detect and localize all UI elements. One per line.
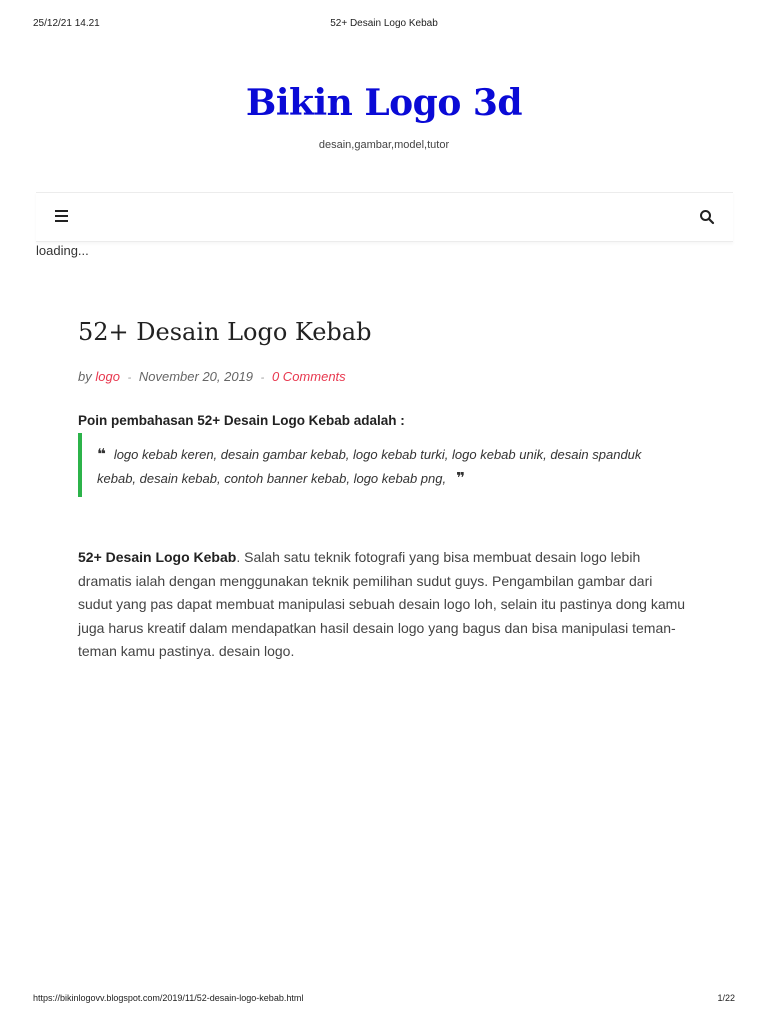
print-page-number: 1/22 bbox=[717, 993, 735, 1003]
blockquote-text bbox=[97, 443, 682, 491]
navbar bbox=[36, 192, 733, 242]
print-url: https://bikinlogovv.blogspot.com/2019/11/52-desain-logo-kebab.html bbox=[33, 993, 304, 1003]
summary-label: Poin pembahasan 52+ Desain Logo Kebab adalah : bbox=[78, 413, 405, 428]
post-title: 52+ Desain Logo Kebab bbox=[78, 318, 372, 346]
meta-separator: - bbox=[260, 372, 265, 384]
post-body bbox=[78, 546, 688, 664]
open-quote-icon: ❝ bbox=[97, 446, 106, 463]
loading-text: loading... bbox=[36, 243, 89, 258]
close-quote-icon: ❞ bbox=[456, 470, 465, 487]
author-link[interactable]: logo bbox=[95, 369, 120, 384]
site-title[interactable]: Bikin Logo 3d bbox=[245, 82, 523, 124]
post-body-text: . Salah satu teknik fotografi yang bisa membuat desain logo lebih dramatis ialah dengan menggunakan teknik pemilihan sudut guys. Pengambilan gambar dari sudut yang pas dapat membuat manipulasi sebuah desain logo loh, selain itu pastinya dong kamu juga harus kreatif dalam mendapatkan hasil desain logo yang bagus dan bisa manipulasi teman-teman kamu pastinya. desain logo. bbox=[78, 549, 686, 659]
print-datetime: 25/12/21 14.21 bbox=[33, 18, 100, 29]
keyword-list: logo kebab keren, desain gambar kebab, logo kebab turki, logo kebab unik, desain spanduk kebab, desain kebab, contoh banner kebab, logo kebab png, bbox=[97, 447, 642, 486]
search-icon[interactable] bbox=[699, 209, 715, 225]
meta-separator: - bbox=[127, 372, 132, 384]
print-doc-title: 52+ Desain Logo Kebab bbox=[330, 18, 438, 29]
hamburger-icon[interactable] bbox=[55, 210, 68, 222]
comments-link[interactable]: 0 Comments bbox=[271, 369, 346, 384]
post-meta bbox=[78, 369, 346, 384]
keyword-blockquote bbox=[78, 433, 682, 497]
site-description: desain,gambar,model,tutor bbox=[318, 139, 450, 151]
post-date: November 20, 2019 bbox=[138, 369, 254, 384]
meta-by-label: by bbox=[78, 369, 92, 384]
post-body-lead: 52+ Desain Logo Kebab bbox=[78, 549, 237, 565]
